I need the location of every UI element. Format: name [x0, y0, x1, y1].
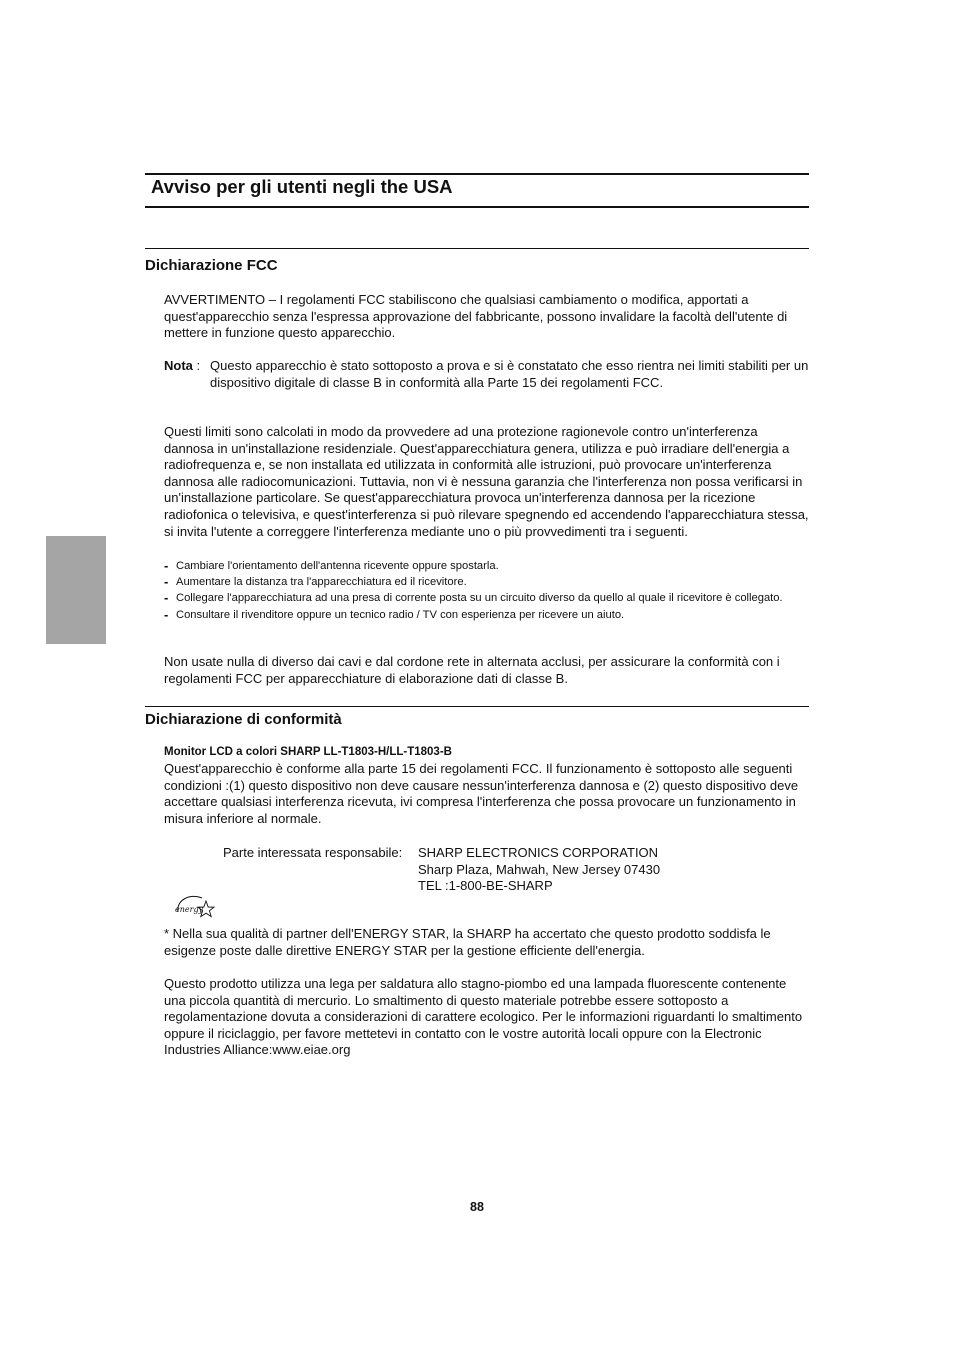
address-line: TEL :1-800-BE-SHARP [418, 878, 553, 894]
fcc-warning-paragraph: AVVERTIMENTO – I regolamenti FCC stabiliscono che qualsiasi cambiamento o modifica, apportati a quest'apparecchio senza l'espressa approvazione del fabbricante, possono invalidare la facoltà dell'utente di mettere in funzione questo apparecchio. [164, 292, 788, 341]
energy-logo-text: energy [175, 905, 204, 914]
list-item [164, 590, 812, 606]
page-title: Avviso per gli utenti negli the USA [151, 176, 453, 197]
page-number: 88 [470, 1200, 484, 1214]
measure-text: Cambiare l'orientamento dell'antenna ricevente oppure spostarla. [176, 560, 499, 572]
bullet-dash: - [164, 590, 169, 606]
bullet-dash: - [164, 558, 169, 573]
energy-star-note: * Nella sua qualità di partner dell'ENERGY STAR, la SHARP ha accertato che questo prodotto soddisfa le esigenze poste dalle direttive ENERGY STAR per la gestione efficiente dell'energia. [164, 926, 771, 958]
fcc-section-rule [145, 248, 809, 249]
conformity-heading: Dichiarazione di conformità [145, 711, 342, 728]
fcc-heading: Dichiarazione FCC [145, 257, 278, 274]
energy-star-logo-icon [172, 892, 216, 920]
measures-list [164, 558, 812, 623]
measure-text: Aumentare la distanza tra l'apparecchiatura ed il ricevitore. [176, 576, 467, 589]
responsible-party-address [418, 845, 660, 895]
note-text: Questo apparecchio è stato sottoposto a prova e si è constatato che esso rientra nei limiti stabiliti per un dispositivo digitale di classe B in conformità alla Parte 15 dei regolamenti FCC. [210, 358, 809, 390]
limits-paragraph: Questi limiti sono calcolati in modo da provvedere ad una protezione ragionevole contro un'interferenza dannosa in un'installazione residenziale. Quest'apparecchiatura genera, utilizza e può irradiare dell'energia a radiofrequenza e, se non installata ed utilizzata in conformità alle istruzioni, può provocare un'interferenza dannosa alle radiocomunicazioni. Tuttavia, non vi è nessuna garanzia che l'interferenza non possa verificarsi in un'installazione particolare. Se quest'apparecchiatura provoca un'interferenza dannosa per la ricezione radiofonica o televisiva, e quest'interferenza si può rilevare spegnendo ed accendendo l'apparecchiatura stessa, si invita l'utente a correggere l'interferenza mediante uno o più provvedimenti tra i seguenti. [164, 424, 809, 539]
list-item [164, 607, 812, 623]
measure-text: Collegare l'apparecchiatura ad una presa di corrente posta su un circuito diverso da quello al quale il ricevitore è collegato. [176, 592, 783, 605]
list-item [164, 574, 812, 590]
title-top-rule [145, 173, 809, 175]
address-line: SHARP ELECTRONICS CORPORATION [418, 845, 659, 860]
model-name: Monitor LCD a colori SHARP LL-T1803-H/LL-T1803-B [164, 746, 452, 758]
conformity-paragraph: Quest'apparecchio è conforme alla parte 15 dei regolamenti FCC. Il funzionamento è sottoposto alle seguenti condizioni :(1) questo dispositivo non deve causare nessun'interferenza dannosa e (2) questo dispositivo deve accettare qualsiasi interferenza ricevuta, ivi compresa l'interferenza che possa provocare un funzionamento in misura inferiore al normale. [164, 761, 799, 826]
bullet-dash: - [164, 606, 169, 622]
measure-text: Consultare il rivenditore oppure un tecnico radio / TV con esperienza per ricevere un aiuto. [176, 608, 625, 621]
conformity-section-rule [145, 706, 809, 707]
list-item [164, 558, 812, 574]
note-label-text: Nota [164, 358, 193, 373]
note-label [164, 358, 200, 375]
cables-paragraph: Non usate nulla di diverso dai cavi e dal cordone rete in alternata acclusi, per assicurare la conformità con i regolamenti FCC per apparecchiature di elaborazione dati di classe B. [164, 654, 780, 686]
title-bottom-rule [145, 206, 809, 208]
side-tab-marker [46, 536, 106, 644]
responsible-party-label: Parte interessata responsabile: [223, 845, 403, 860]
address-line: Sharp Plaza, Mahwah, New Jersey 07430 [418, 861, 661, 877]
disposal-paragraph: Questo prodotto utilizza una lega per saldatura allo stagno-piombo ed una lampada fluorescente contenente una piccola quantità di mercurio. Lo smaltimento di questo materiale potrebbe essere sottoposto a regolamentazione dovuta a considerazioni di carattere ecologico. Per le informazioni riguardanti lo smaltimento oppure il riciclaggio, per favore mettetevi in contatto con le vostre autorità locali oppure con la Electronic Industries Alliance:www.eiae.org [164, 976, 803, 1058]
bullet-dash: - [164, 574, 169, 590]
note-separator: : [196, 358, 201, 373]
